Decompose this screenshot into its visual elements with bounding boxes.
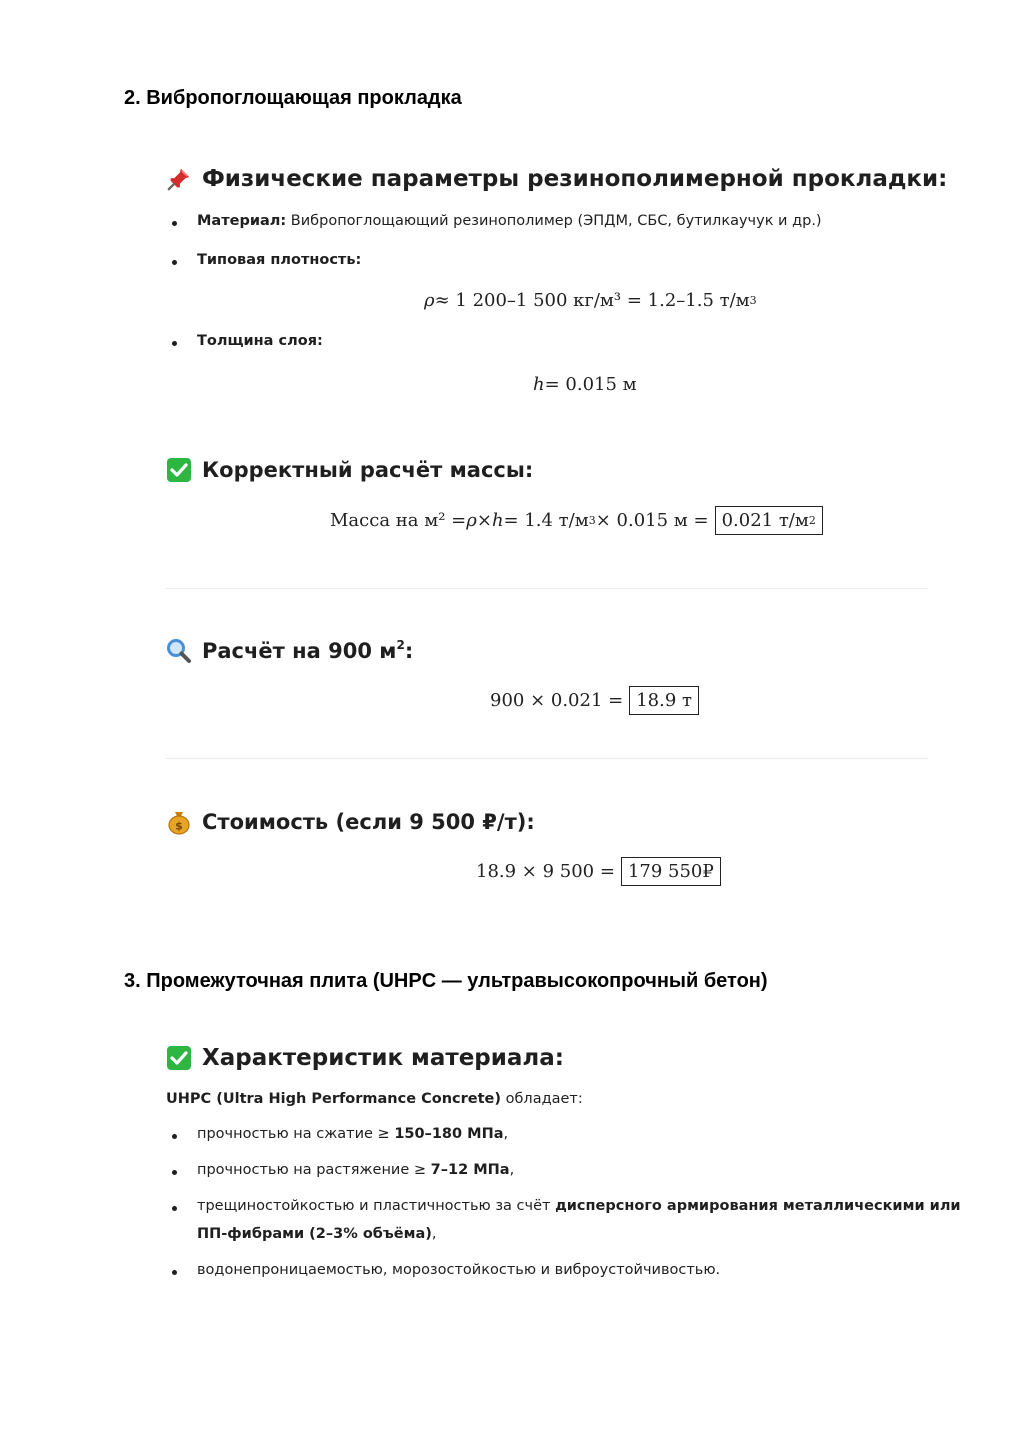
mass-heading-text: Корректный расчёт массы: [202, 458, 534, 482]
thickness-formula [533, 374, 637, 395]
rho-symbol: ρ [424, 290, 435, 311]
money-bag-icon [166, 809, 192, 835]
list-item-material [197, 213, 822, 229]
pushpin-icon [166, 166, 192, 192]
times-sign: × [476, 510, 492, 531]
list-item: прочностью на растяжение ≥ 7–12 МПа, [197, 1162, 515, 1178]
material-value: Вибропоглощающий резинополимер (ЭПДМ, СБС, бутилкаучук и др.) [286, 213, 822, 229]
mass-result-box: 0.021 т/м 2 [715, 506, 823, 535]
mass-heading [166, 457, 533, 483]
mass-formula: Масса на м² = ρ × h = 1.4 т/м 3 × 0.015 м = 0.021 т/м 2 [330, 506, 823, 535]
list-item-thickness [197, 333, 323, 349]
bullet-dot [172, 1134, 177, 1139]
mass-result: 0.021 т/м [721, 510, 809, 531]
list-item: трещиностойкостью и пластичностью за счёт дисперсного армирования металлическими или [197, 1198, 961, 1214]
list-item: прочностью на сжатие ≥ 150–180 МПа, [197, 1126, 509, 1142]
params-heading-text: Физические параметры резинополимерной прокладки: [202, 166, 948, 192]
area-formula [490, 686, 699, 715]
bullet-dot [172, 1170, 177, 1175]
list-item-density [197, 252, 361, 268]
material-label: Материал: [197, 213, 287, 229]
area-result: 18.9 т [636, 690, 692, 711]
list-item: водонепроницаемостью, морозостойкостью и виброустойчивостью. [197, 1262, 721, 1278]
area-result-box [629, 686, 699, 715]
bullet-dot [172, 221, 177, 226]
uhpc-intro-rest: обладает: [501, 1091, 583, 1107]
svg-text:$: $ [175, 819, 183, 833]
cost-left: 18.9 × 9 500 = [476, 861, 615, 882]
magnifier-icon [166, 638, 192, 664]
h-symbol: h [491, 510, 504, 531]
cost-result-box [621, 857, 721, 886]
section-title-2: 2. Вибропоглощающая прокладка [124, 87, 462, 109]
uhpc-heading-text: Характеристик материала: [202, 1045, 564, 1071]
area-heading-text: Расчёт на 900 $м^2$: [202, 638, 414, 663]
uhpc-intro-bold: UHPC (Ultra High Performance Concrete) [166, 1091, 501, 1107]
cost-heading [166, 809, 535, 835]
density-formula: ρ ≈ 1 200–1 500 кг/м³ = 1.2–1.5 т/м 3 [424, 290, 757, 311]
area-heading [166, 638, 413, 664]
thickness-label: Толщина слоя: [197, 333, 323, 349]
cost-result: 179 550₽ [627, 861, 714, 882]
density-label: Типовая плотность: [197, 252, 362, 268]
bullet-dot [172, 1270, 177, 1275]
divider [166, 758, 928, 759]
check-mark-icon [166, 1045, 192, 1071]
uhpc-heading [166, 1045, 564, 1071]
thickness-expression: = 0.015 м [544, 374, 637, 395]
bullet-dot [172, 341, 177, 346]
mass-left: Масса на м² = [330, 510, 467, 531]
list-item-continuation: ПП-фибрами (2–3% объёма), [197, 1226, 437, 1242]
mass-mid: = 1.4 т/м [503, 510, 589, 531]
bullet-dot [172, 260, 177, 265]
params-heading [166, 166, 947, 192]
area-left: 900 × 0.021 = [490, 690, 624, 711]
density-expression: ≈ 1 200–1 500 кг/м³ = 1.2–1.5 т/м [434, 290, 750, 311]
uhpc-intro [166, 1091, 583, 1107]
divider [166, 588, 928, 589]
cost-formula [476, 857, 721, 886]
mass-rest: × 0.015 м = [595, 510, 709, 531]
bullet-dot [172, 1206, 177, 1211]
rho-symbol: ρ [466, 510, 477, 531]
h-symbol: h [533, 374, 545, 395]
section-title-3: 3. Промежуточная плита (UHPC — ультравысокопрочный бетон) [124, 970, 768, 992]
cost-heading-text: Стоимость (если 9 500 ₽/т): [202, 810, 535, 834]
check-mark-icon [166, 457, 192, 483]
